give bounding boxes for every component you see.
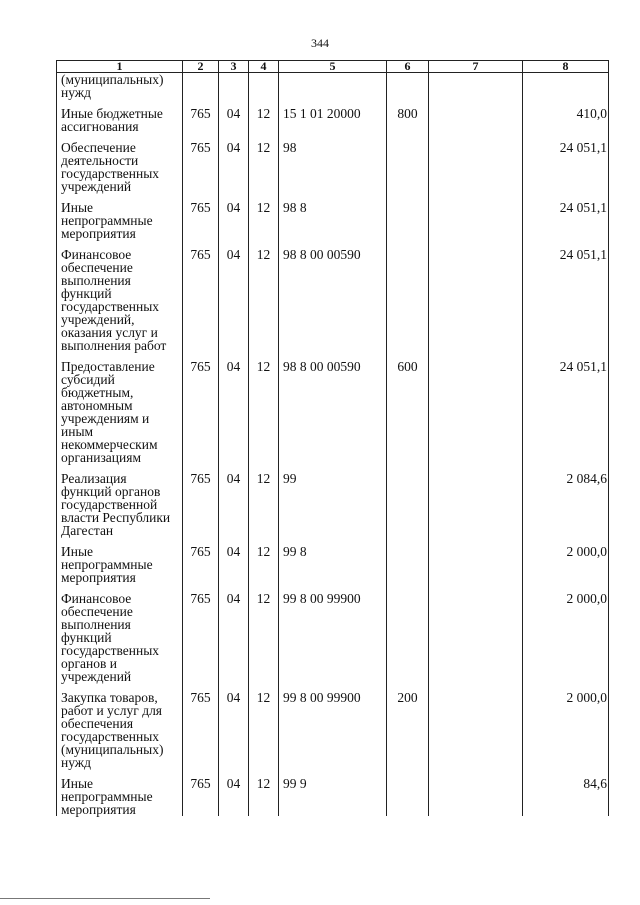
row-amount: 24 051,1: [523, 240, 609, 352]
row-target-article: 98 8 00 00590: [279, 240, 387, 352]
row-col-7: [429, 769, 523, 816]
row-name: Предоставление субсидий бюджетным, автономным учреждениям и иным некоммерческим организациям: [57, 352, 183, 464]
row-expense-type: [387, 73, 429, 100]
row-admin-code: 765: [183, 240, 219, 352]
row-col-7: [429, 537, 523, 584]
row-section: 04: [219, 99, 249, 133]
row-name: Финансовое обеспечение выполнения функций государственных органов и учреждений: [57, 584, 183, 683]
header-col-2: 2: [183, 61, 219, 73]
row-subsection: 12: [249, 464, 279, 537]
row-col-7: [429, 240, 523, 352]
row-admin-code: [183, 73, 219, 100]
table-body: [57, 73, 609, 817]
row-amount: 2 084,6: [523, 464, 609, 537]
row-expense-type: [387, 133, 429, 193]
row-admin-code: 765: [183, 683, 219, 769]
row-admin-code: 765: [183, 769, 219, 816]
row-subsection: 12: [249, 193, 279, 240]
row-section: 04: [219, 464, 249, 537]
row-admin-code: 765: [183, 133, 219, 193]
row-amount: 410,0: [523, 99, 609, 133]
table-header: [57, 61, 609, 73]
row-name: (муниципальных) нужд: [57, 73, 183, 100]
row-subsection: 12: [249, 769, 279, 816]
row-expense-type: 600: [387, 352, 429, 464]
row-target-article: 98 8: [279, 193, 387, 240]
table-row: [57, 683, 609, 769]
row-subsection: 12: [249, 584, 279, 683]
row-target-article: 99 8 00 99900: [279, 584, 387, 683]
header-col-4: 4: [249, 61, 279, 73]
row-col-7: [429, 133, 523, 193]
row-section: 04: [219, 683, 249, 769]
row-target-article: 99 9: [279, 769, 387, 816]
row-name: Иные непрограммные мероприятия: [57, 769, 183, 816]
table-row: [57, 73, 609, 100]
table-row: [57, 769, 609, 816]
row-name: Реализация функций органов государственной власти Республики Дагестан: [57, 464, 183, 537]
row-name: Финансовое обеспечение выполнения функций государственных учреждений, оказания услуг и выполнения работ: [57, 240, 183, 352]
row-expense-type: 800: [387, 99, 429, 133]
row-section: 04: [219, 133, 249, 193]
table-row: [57, 99, 609, 133]
table-row: [57, 240, 609, 352]
row-name: Обеспечение деятельности государственных учреждений: [57, 133, 183, 193]
row-col-7: [429, 99, 523, 133]
row-expense-type: [387, 584, 429, 683]
header-col-7: 7: [429, 61, 523, 73]
row-target-article: 15 1 01 20000: [279, 99, 387, 133]
row-section: [219, 73, 249, 100]
row-subsection: [249, 73, 279, 100]
row-name: Закупка товаров, работ и услуг для обеспечения государственных (муниципальных) нужд: [57, 683, 183, 769]
row-admin-code: 765: [183, 352, 219, 464]
row-admin-code: 765: [183, 464, 219, 537]
row-expense-type: [387, 240, 429, 352]
row-target-article: [279, 73, 387, 100]
header-row: [57, 61, 609, 73]
header-col-5: 5: [279, 61, 387, 73]
row-amount: 84,6: [523, 769, 609, 816]
header-col-8: 8: [523, 61, 609, 73]
row-admin-code: 765: [183, 99, 219, 133]
row-expense-type: [387, 769, 429, 816]
header-col-1: 1: [57, 61, 183, 73]
row-section: 04: [219, 769, 249, 816]
row-subsection: 12: [249, 99, 279, 133]
row-col-7: [429, 584, 523, 683]
row-target-article: 99 8 00 99900: [279, 683, 387, 769]
page-number: 344: [311, 36, 329, 50]
header-col-6: 6: [387, 61, 429, 73]
row-name: Иные непрограммные мероприятия: [57, 537, 183, 584]
row-amount: 2 000,0: [523, 584, 609, 683]
row-target-article: 98: [279, 133, 387, 193]
row-amount: 2 000,0: [523, 537, 609, 584]
row-expense-type: [387, 464, 429, 537]
row-admin-code: 765: [183, 193, 219, 240]
row-col-7: [429, 683, 523, 769]
budget-table: [56, 60, 609, 816]
row-expense-type: 200: [387, 683, 429, 769]
row-subsection: 12: [249, 133, 279, 193]
row-col-7: [429, 193, 523, 240]
row-amount: [523, 73, 609, 100]
row-amount: 24 051,1: [523, 193, 609, 240]
table-row: [57, 584, 609, 683]
row-amount: 24 051,1: [523, 133, 609, 193]
table-row: [57, 193, 609, 240]
row-name: Иные непрограммные мероприятия: [57, 193, 183, 240]
footer-divider: [0, 898, 210, 899]
row-admin-code: 765: [183, 537, 219, 584]
row-subsection: 12: [249, 537, 279, 584]
row-col-7: [429, 73, 523, 100]
row-section: 04: [219, 240, 249, 352]
row-subsection: 12: [249, 352, 279, 464]
row-section: 04: [219, 193, 249, 240]
row-subsection: 12: [249, 240, 279, 352]
row-target-article: 99: [279, 464, 387, 537]
table-row: [57, 464, 609, 537]
row-subsection: 12: [249, 683, 279, 769]
table-row: [57, 133, 609, 193]
row-section: 04: [219, 584, 249, 683]
row-amount: 2 000,0: [523, 683, 609, 769]
row-section: 04: [219, 352, 249, 464]
row-col-7: [429, 464, 523, 537]
row-target-article: 98 8 00 00590: [279, 352, 387, 464]
table-row: [57, 352, 609, 464]
row-amount: 24 051,1: [523, 352, 609, 464]
table-row: [57, 537, 609, 584]
row-col-7: [429, 352, 523, 464]
row-name: Иные бюджетные ассигнования: [57, 99, 183, 133]
row-admin-code: 765: [183, 584, 219, 683]
row-expense-type: [387, 537, 429, 584]
header-col-3: 3: [219, 61, 249, 73]
row-section: 04: [219, 537, 249, 584]
row-target-article: 99 8: [279, 537, 387, 584]
row-expense-type: [387, 193, 429, 240]
